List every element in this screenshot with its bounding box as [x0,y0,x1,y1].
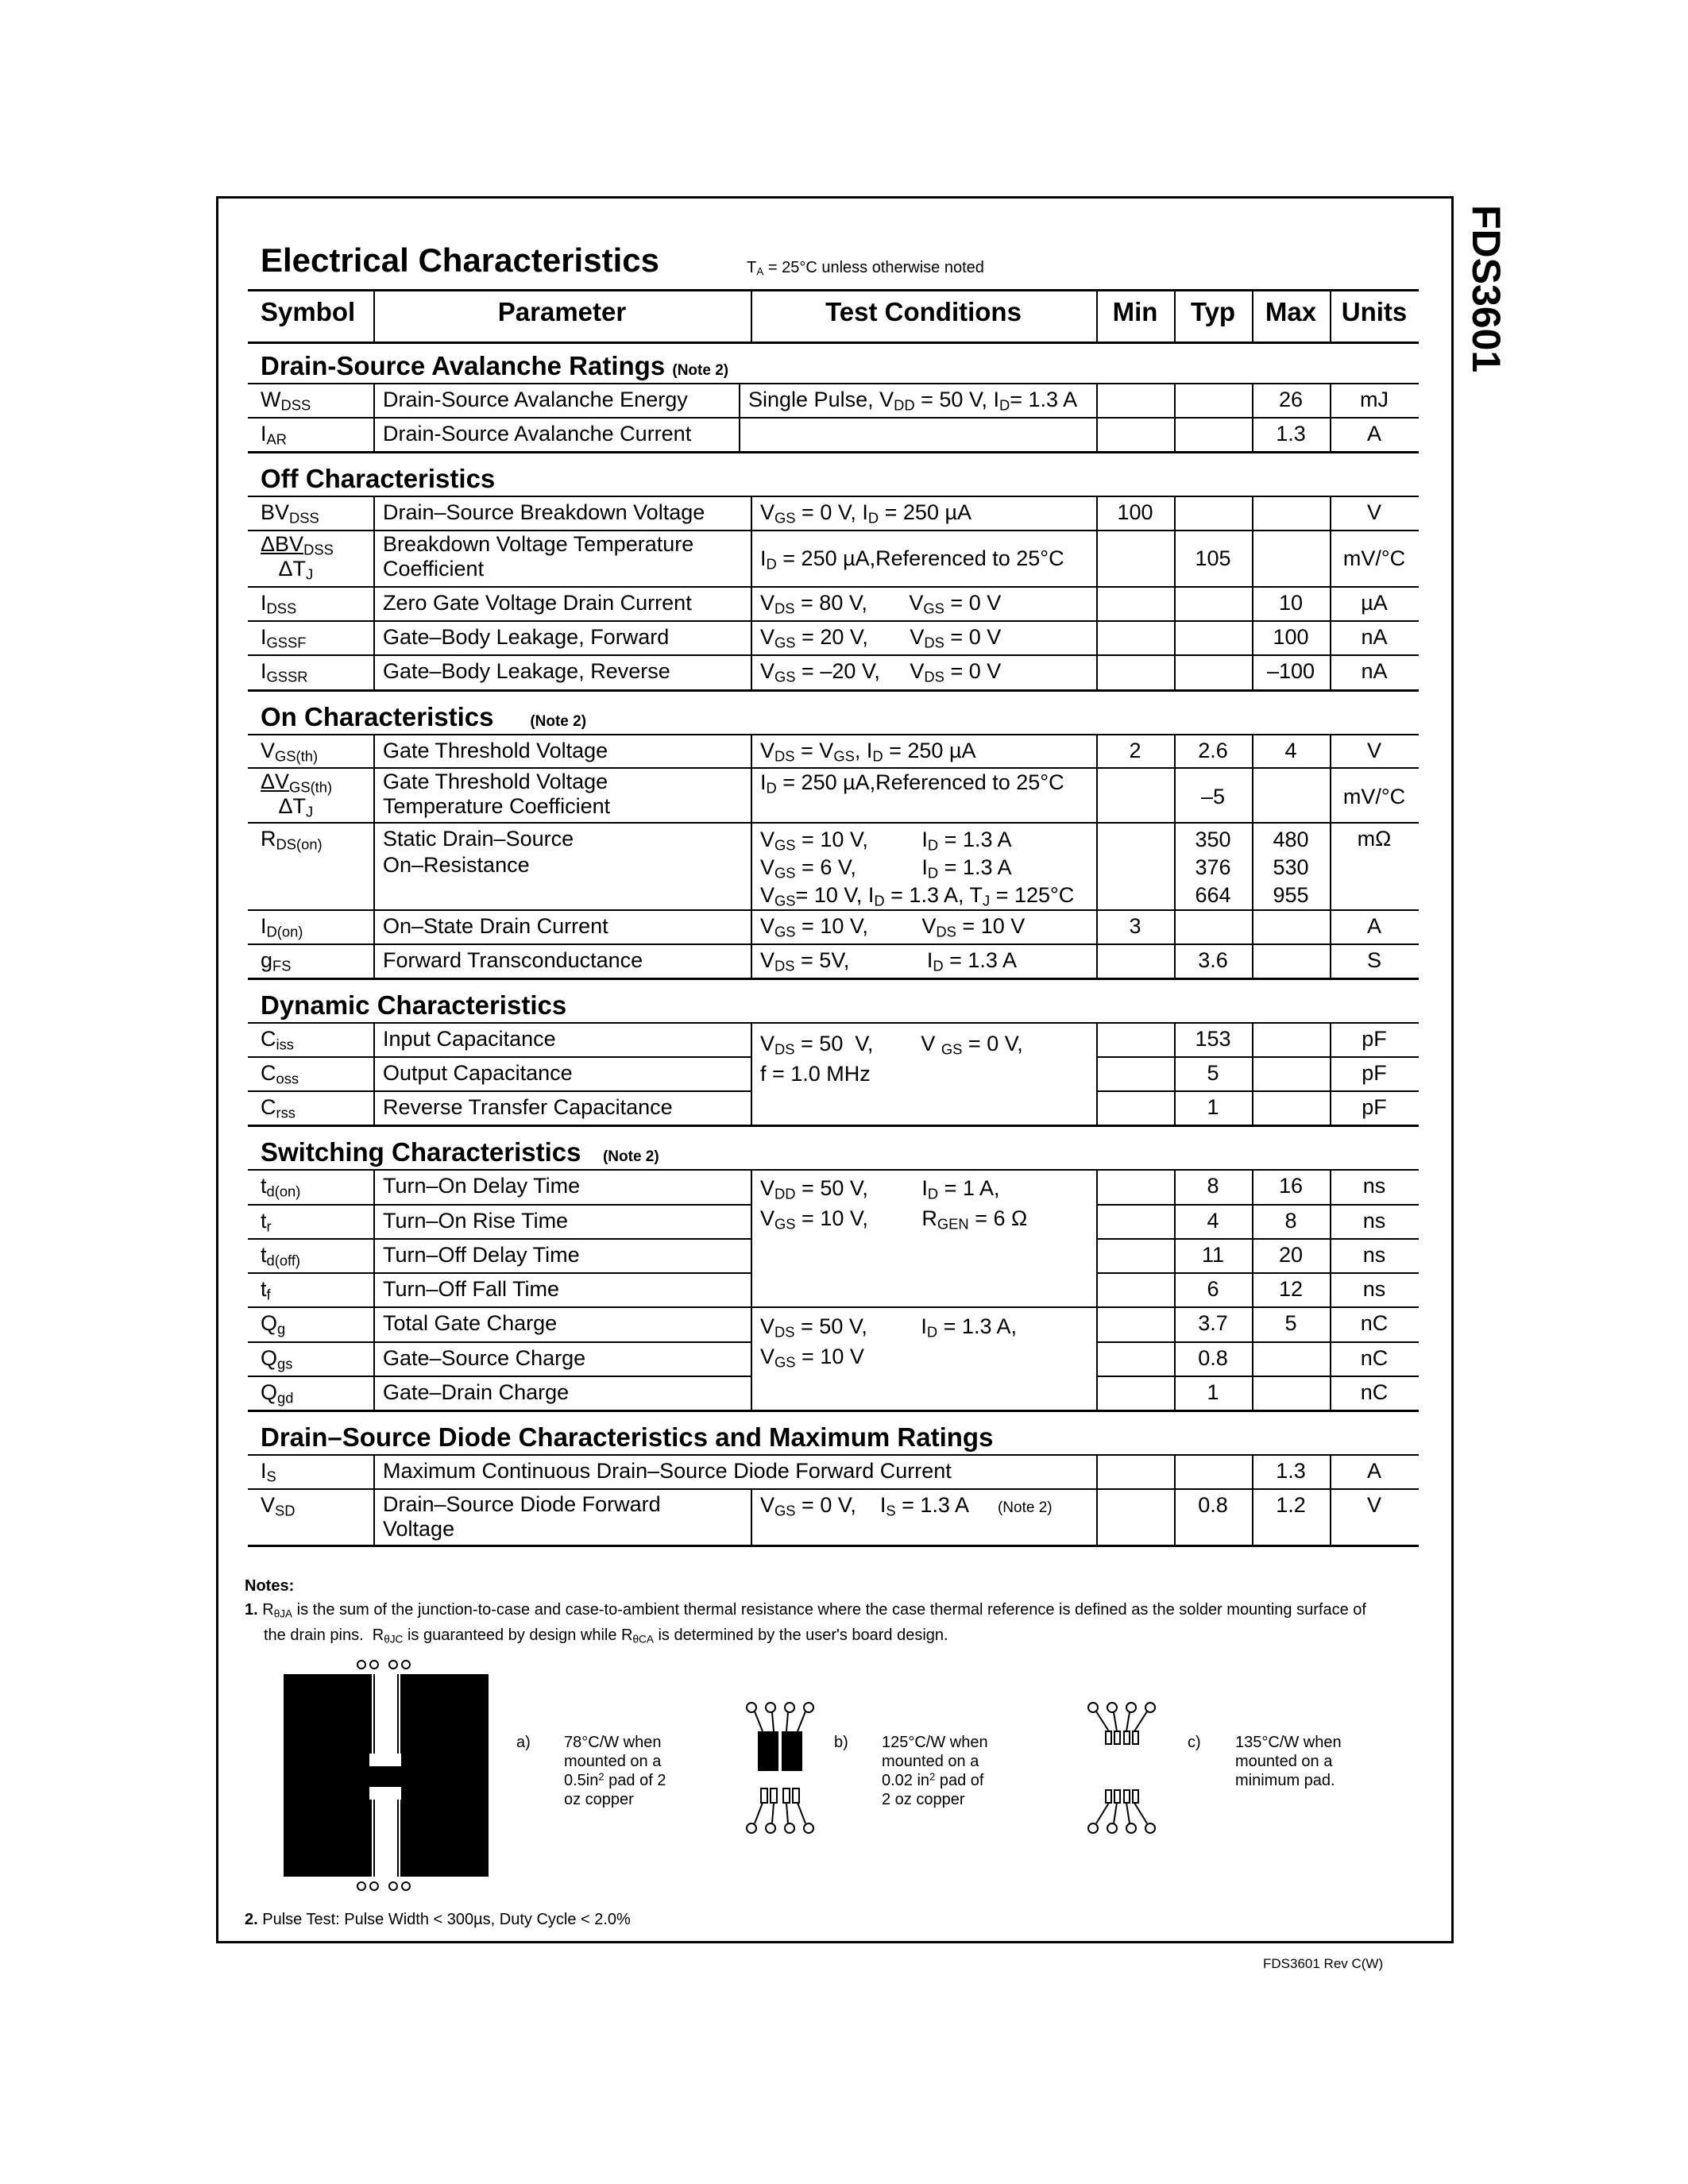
large-pad-footprint-figure [282,1658,490,1893]
row-rule [1096,1056,1419,1058]
max-tdoff: 20 [1278,1243,1304,1267]
symbol-coss: $C_{oss}$ [261,1061,299,1087]
row-rule [248,530,1419,531]
units-bvdss: V [1366,500,1381,524]
section-avalanche: Drain-Source Avalanche Ratings (Note 2) [261,351,729,380]
figure-b-text: 125°C/W when mounted on a 0.02 $in^2$ pad of 2 oz copper [882,1734,988,1808]
symbol-idss: $I_{DSS}$ [261,591,297,617]
max-igssf: 100 [1273,625,1309,649]
param-tr: Turn–On Rise Time [383,1209,569,1233]
typ-vgsth: 2.6 [1198,739,1228,762]
row-rule [1096,1238,1419,1240]
col-rule [1096,1454,1098,1545]
row-rule [248,1022,1419,1024]
test-igssf: $V_{GS} = 20$ V, $V_{DS} = 0$ V [760,625,1002,651]
section-switching: Switching Characteristics (Note 2) [261,1137,659,1167]
typ-ciss: 153 [1195,1027,1231,1051]
row-rule [248,978,1419,980]
symbol-qgs: $Q_{gs}$ [261,1346,293,1372]
units-qgd: nC [1360,1380,1389,1404]
row-rule [1096,1204,1419,1206]
param-coss: Output Capacitance [383,1061,573,1085]
row-rule [248,1056,751,1058]
param-dvgsth: Gate Threshold Voltage Temperature Coefficient [383,770,611,818]
symbol-idon: $I_{D(on)}$ [261,914,303,940]
param-idon: On–State Drain Current [383,914,608,938]
row-rule [248,734,1419,735]
row-rule [248,383,1419,384]
min-vgsth: 2 [1129,739,1141,762]
col-rule [1252,1022,1253,1125]
max-is: 1.3 [1276,1459,1306,1483]
units-tdon: ns [1362,1174,1386,1198]
units-tr: ns [1362,1209,1386,1233]
param-is: Maximum Continuous Drain–Source Diode Forward Current [383,1459,952,1483]
row-rule [248,1272,751,1274]
row-rule [248,586,1419,588]
typ-crss: 1 [1207,1095,1219,1119]
param-qgs: Gate–Source Charge [383,1346,586,1370]
symbol-dvgsth: $\Delta V_{GS(th)}$ $\Delta T_J$ [261,770,333,820]
param-idss: Zero Gate Voltage Drain Current [383,591,692,615]
units-vgsth: V [1366,739,1381,762]
symbol-qg: $Q_g$ [261,1311,286,1337]
symbol-tdoff: $t_{d(off)}$ [261,1243,301,1269]
row-rule [248,689,1419,692]
row-rule [248,1410,1419,1412]
row-rule [248,654,1419,656]
header-typ: Typ [1190,297,1236,326]
row-rule [248,767,1419,769]
row-rule [248,943,1419,945]
min-bvdss: 100 [1117,500,1153,524]
symbol-qgd: $Q_{gd}$ [261,1380,294,1406]
units-qg: nC [1360,1311,1389,1335]
header-parameter: Parameter [497,297,627,326]
units-vsd: V [1366,1493,1381,1517]
col-rule [373,1022,375,1125]
typ-coss: 5 [1207,1061,1219,1085]
part-number-title: FDS3601 [1464,205,1508,373]
units-igssf: nA [1361,625,1388,649]
test-switching: $V_{DD} = 50$ V, $I_D = 1$ A, $V_{GS} = 10$ V, $R_{GEN} = 6$ Ω [760,1176,1028,1233]
row-rule [248,1169,1419,1171]
typ-rdson: 350 376 664 [1195,828,1231,907]
test-dbvdss: $I_D = 250$ µA,Referenced to 25°C [760,546,1064,573]
typ-qg: 3.7 [1198,1311,1228,1335]
figure-c-text: 135°C/W when mounted on a minimum pad. [1235,1734,1342,1789]
row-rule [248,1545,1419,1547]
param-rdson: Static Drain–Source On–Resistance [383,827,574,877]
units-idon: A [1366,914,1381,938]
max-qg: 5 [1284,1311,1297,1335]
header-units: Units [1341,297,1408,326]
test-idss: $V_{DS} = 80$ V, $V_{GS} = 0$ V [760,591,1002,617]
param-crss: Reverse Transfer Capacitance [383,1095,673,1119]
section-diode: Drain–Source Diode Characteristics and Maximum Ratings [261,1422,994,1452]
test-dynamic: $V_{DS} = 50$ V, V $_{GS}$ = 0 V, f = 1.0 MHz [760,1032,1023,1086]
row-rule [248,496,1419,497]
max-wdss: 26 [1278,388,1304,411]
param-bvdss: Drain–Source Breakdown Voltage [383,500,705,524]
test-gate-charge: $V_{DS} = 50$ V, $I_D = 1.3$ A, $V_{GS} = 10$ V [760,1314,1017,1371]
test-wdss: Single Pulse, $V_{DD} = 50$ V, $I_D= 1.3$ A [748,388,1078,414]
note-2: 2. Pulse Test: Pulse Width < 300µs, Duty Cycle < 2.0% [245,1911,631,1928]
col-rule [1096,1022,1098,1125]
col-rule [373,1454,375,1545]
figure-a-text: 78°C/W when mounted on a $0.5in^2$ pad of 2 oz copper [564,1734,666,1808]
conditions-note: $T_A = 25^\circ C$ unless otherwise noted [747,259,984,278]
figure-b-label: b) [834,1734,848,1751]
param-wdss: Drain-Source Avalanche Energy [383,388,688,411]
test-dvgsth: $I_D = 250$ µA,Referenced to 25°C [760,770,1064,797]
units-iar: A [1366,422,1381,446]
symbol-bvdss: $BV_{DSS}$ [261,500,319,527]
symbol-iar: $I_{AR}$ [261,422,288,448]
test-igssr: $V_{GS} = -20$ V, $V_{DS} = 0$ V [760,659,1002,685]
row-rule [248,1090,751,1092]
typ-qgs: 0.8 [1198,1346,1228,1370]
header-min: Min [1112,297,1158,326]
units-is: A [1366,1459,1381,1483]
param-tdon: Turn–On Delay Time [383,1174,581,1198]
col-rule [1096,734,1098,978]
symbol-vgsth: $V_{GS(th)}$ [261,739,319,765]
col-rule [739,383,740,451]
param-vsd: Drain–Source Diode Forward Voltage [383,1492,661,1541]
max-vgsth: 4 [1284,739,1297,762]
units-qgs: nC [1360,1346,1389,1370]
test-rdson: $V_{GS} = 10$ V, $I_D = 1.3$ A $V_{GS} = 6$ V, $I_D = 1.3$ A $V_{GS}= 10$ V, $I_D = 1.3$ A, $T_J = 125^\circ C$ [760,828,1075,909]
row-rule [248,822,1419,824]
row-rule [1096,1090,1419,1092]
max-iar: 1.3 [1276,422,1306,446]
col-rule [751,734,752,978]
param-tf: Turn–Off Fall Time [383,1277,560,1301]
table-top-rule [248,289,1419,291]
test-vgsth: $V_{DS} = V_{GS}$, $I_D = 250$ µA [760,739,976,765]
figure-c-label: c) [1188,1734,1201,1751]
test-idon: $V_{GS} = 10$ V, $V_{DS} = 10$ V [760,914,1026,940]
units-gfs: S [1366,948,1381,972]
max-tr: 8 [1284,1209,1297,1233]
footer-revision: FDS3601 Rev C(W) [1263,1956,1384,1971]
col-rule [1096,383,1098,451]
row-rule [248,1125,1419,1127]
symbol-vsd: $V_{SD}$ [261,1493,295,1519]
param-qg: Total Gate Charge [383,1311,558,1335]
symbol-wdss: $W_{DSS}$ [261,388,311,414]
typ-qgd: 1 [1207,1380,1219,1404]
typ-dvgsth: –5 [1200,785,1226,808]
symbol-tf: $t_f$ [261,1277,271,1303]
units-dvgsth: mV/°C [1342,785,1406,808]
units-ciss: pF [1362,1027,1387,1051]
units-igssr: nA [1361,659,1388,683]
symbol-igssr: $I_{GSSR}$ [261,659,308,685]
max-igssr: –100 [1266,659,1315,683]
notes-heading: Notes: [245,1577,295,1595]
param-gfs: Forward Transconductance [383,948,643,972]
note-1-line-1: 1. $R_{\theta JA}$ is the sum of the junction-to-case and case-to-ambient thermal resistance where the case thermal reference is defined as the solder mounting surface of [245,1601,1366,1620]
medium-pad-footprint-figure [739,1700,826,1839]
minimum-pad-footprint-figure [1080,1700,1168,1839]
typ-tr: 4 [1207,1209,1219,1233]
units-coss: pF [1362,1061,1387,1085]
symbol-dbvdss: $\Delta BV_{DSS}$ $\Delta T_J$ [261,532,334,583]
symbol-crss: $C_{rss}$ [261,1095,295,1121]
max-vsd: 1.2 [1276,1493,1306,1517]
header-test-conditions: Test Conditions [825,297,1022,326]
col-rule [751,1169,752,1410]
section-title: Electrical Characteristics [261,241,659,279]
param-ciss: Input Capacitance [383,1027,556,1051]
symbol-rdson: $R_{DS(on)}$ [261,827,323,853]
units-wdss: mJ [1360,388,1389,411]
symbol-tdon: $t_{d(on)}$ [261,1174,301,1200]
units-rdson: mΩ [1357,827,1392,851]
param-igssr: Gate–Body Leakage, Reverse [383,659,670,683]
row-rule [1096,1376,1419,1377]
param-dbvdss: Breakdown Voltage Temperature Coefficient [383,532,694,581]
typ-tdoff: 11 [1201,1243,1225,1267]
row-rule [248,1204,751,1206]
symbol-ciss: $C_{iss}$ [261,1027,294,1053]
param-iar: Drain-Source Avalanche Current [383,422,692,446]
row-rule [248,1238,751,1240]
section-on: On Characteristics (Note 2) [261,702,587,731]
note-1-line-2: the drain pins. $R_{\theta JC}$ is guaranteed by design while $R_{\theta CA}$ is determined by the user's board design. [264,1626,948,1646]
param-tdoff: Turn–Off Delay Time [383,1243,580,1267]
symbol-igssf: $I_{GSSF}$ [261,625,307,651]
col-rule [751,496,752,689]
row-rule [248,1341,751,1343]
test-gfs: $V_{DS} = 5V$, $I_D = 1.3$ A [760,948,1017,974]
section-dynamic: Dynamic Characteristics [261,990,567,1020]
row-rule [248,1488,1419,1490]
figure-a-label: a) [516,1734,531,1751]
row-rule [248,909,1419,911]
col-rule [1174,383,1176,451]
typ-gfs: 3.6 [1198,948,1228,972]
row-rule [248,1306,1419,1308]
col-rule [1330,734,1331,978]
param-igssf: Gate–Body Leakage, Forward [383,625,670,649]
row-rule [1096,1341,1419,1343]
symbol-tr: $t_r$ [261,1209,272,1235]
max-idss: 10 [1278,591,1304,615]
units-tdoff: ns [1362,1243,1386,1267]
test-bvdss: $V_{GS} = 0$ V, $I_D = 250$ µA [760,500,972,527]
col-rule [1174,496,1176,689]
typ-dbvdss: 105 [1195,546,1231,570]
typ-vsd: 0.8 [1198,1493,1228,1517]
col-rule [1096,1169,1098,1410]
test-vsd: $V_{GS} = 0$ V, $I_S = 1.3$ A (Note 2) [760,1493,1053,1519]
col-rule [373,383,375,451]
param-vgsth: Gate Threshold Voltage [383,739,608,762]
col-rule [751,1022,752,1125]
max-rdson: 480 530 955 [1273,828,1309,907]
row-rule [248,1376,751,1377]
header-symbol: Symbol [261,297,356,326]
symbol-is: $I_S$ [261,1459,276,1485]
col-rule [373,734,375,978]
row-rule [248,1454,1419,1456]
units-idss: µA [1361,591,1388,615]
header-bottom-rule [248,341,1419,344]
section-off: Off Characteristics [261,464,496,493]
row-rule [248,451,1419,453]
header-max: Max [1265,297,1317,326]
row-rule [248,620,1419,622]
max-tf: 12 [1278,1277,1304,1301]
param-qgd: Gate–Drain Charge [383,1380,570,1404]
units-tf: ns [1362,1277,1386,1301]
symbol-gfs: $g_{FS}$ [261,948,292,974]
typ-tf: 6 [1207,1277,1219,1301]
row-rule [248,417,1419,419]
units-crss: pF [1362,1095,1387,1119]
units-dbvdss: mV/°C [1342,546,1406,570]
col-rule [373,496,375,689]
min-idon: 3 [1129,914,1141,938]
row-rule [1096,1272,1419,1274]
max-tdon: 16 [1278,1174,1304,1198]
col-rule [373,1169,375,1410]
typ-tdon: 8 [1207,1174,1219,1198]
col-rule [751,1488,752,1545]
